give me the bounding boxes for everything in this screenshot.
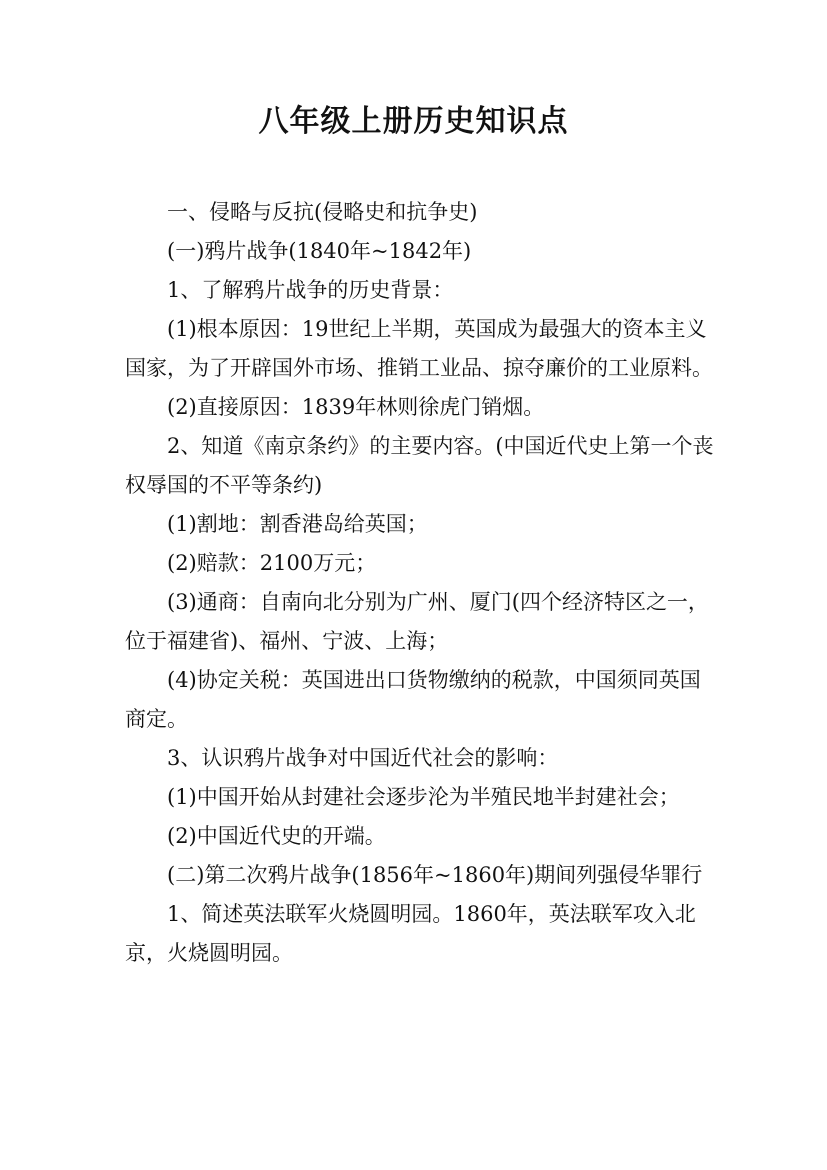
paragraph: (4)协定关税：英国进出口货物缴纳的税款，中国须同英国商定。 <box>125 668 701 731</box>
paragraph: (1)割地：割香港岛给英国； <box>167 512 428 536</box>
topic-heading: 1、了解鸦片战争的历史背景： <box>167 278 454 302</box>
paragraph: (1)根本原因：19世纪上半期，英国成为最强大的资本主义国家，为了开辟国外市场、推销工业品、掠夺廉价的工业原料。 <box>125 317 713 380</box>
subsection-heading: (二)第二次鸦片战争(1856年~1860年)期间列强侵华罪行 <box>167 863 703 887</box>
paragraph: (2)直接原因：1839年林则徐虎门销烟。 <box>167 395 545 419</box>
document-body <box>125 193 715 973</box>
paragraph: (2)赔款：2100万元； <box>167 551 377 575</box>
topic-heading: 3、认识鸦片战争对中国近代社会的影响： <box>167 746 559 770</box>
section-heading: 一、侵略与反抗(侵略史和抗争史) <box>167 200 478 224</box>
paragraph: (1)中国开始从封建社会逐步沦为半殖民地半封建社会； <box>167 785 680 809</box>
document-title: 八年级上册历史知识点 <box>258 104 569 139</box>
subsection-heading: (一)鸦片战争(1840年~1842年) <box>167 239 472 263</box>
paragraph: (2)中国近代史的开端。 <box>167 824 386 848</box>
paragraph: 1、简述英法联军火烧圆明园。1860年，英法联军攻入北京，火烧圆明园。 <box>125 902 696 965</box>
topic-heading: 2、知道《南京条约》的主要内容。(中国近代史上第一个丧权辱国的不平等条约) <box>125 434 714 497</box>
paragraph: (3)通商：自南向北分别为广州、厦门(四个经济特区之一，位于福建省)、福州、宁波、上海； <box>125 590 709 653</box>
